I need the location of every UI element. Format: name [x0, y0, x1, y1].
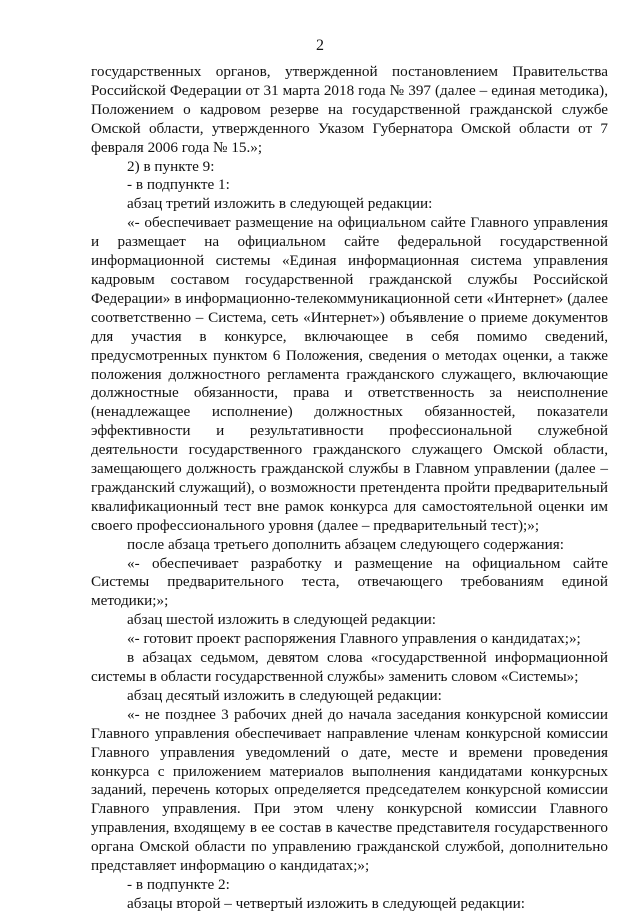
paragraph: «- не позднее 3 рабочих дней до начала заседания конкурсной комиссии Главного управления обеспечивает направление членам конкурсной комиссии Главного управления уведомлений о дате, месте и времени проведения конкурса с приложением материалов выполнения кандидатами конкурсных заданий, перечень которых определяется председателем конкурсной комиссии Главного управления. При этом члену конкурсной комиссии Главного управления, входящему в ее состав в качестве представителя государственного органа Омской области по управлению гражданской службой, дополнительно представляет информацию о кандидатах;»; — [91, 705, 608, 875]
paragraph: абзац десятый изложить в следующей редакции: — [127, 686, 442, 704]
paragraph: абзац третий изложить в следующей редакции: — [127, 195, 433, 213]
paragraph: 2) в пункте 9: — [127, 157, 215, 175]
paragraph: «- обеспечивает размещение на официальном сайте Главного управления и размещает на официальном сайте федеральной государственной информационной системы «Единая информационная система управления кадровым составом государственной гражданской службы Российской Федерации» в информационно-телекоммуникационной сети «Интернет» (далее соответственно – Система, сеть «Интернет») объявление о приеме документов для участия в конкурсе, включающее в себя помимо сведений, предусмотренных пунктом 6 Положения, сведения о методах оценки, а также положения должностного регламента гражданского служащего, включающие должностные обязанности, права и ответственность за неисполнение (ненадлежащее исполнение) должностных обязанностей, показатели эффективности и результативности профессиональной служебной деятельности государственного гражданского служащего Омской области, замещающего должность гражданской службы в Главном управлении (далее – гражданский служащий), о возможности претендента пройти предварительный квалификационный тест вне рамок конкурса для самостоятельной оценки им своего профессионального уровня (далее – предварительный тест);»; — [91, 214, 608, 534]
page-number: 2 — [316, 37, 324, 54]
paragraph: - в подпункте 2: — [127, 875, 230, 893]
paragraph: - в подпункте 1: — [127, 176, 230, 194]
paragraph: в абзацах седьмом, девятом слова «государственной информационной системы в области государственной службы» заменить словом «Системы»; — [91, 649, 608, 685]
paragraph: «- готовит проект распоряжения Главного управления о кандидатах;»; — [127, 630, 581, 648]
paragraph: абзац шестой изложить в следующей редакции: — [127, 611, 436, 629]
paragraph: после абзаца третьего дополнить абзацем следующего содержания: — [127, 535, 564, 553]
paragraph: государственных органов, утвержденной постановлением Правительства Российской Федерации от 31 марта 2018 года № 397 (далее – единая методика), Положением о кадровом резерве на государственной гражданской службе Омской области, утвержденного Указом Губернатора Омской области от 7 февраля 2006 года № 15.»; — [91, 63, 608, 156]
paragraph: абзацы второй – четвертый изложить в следующей редакции: — [127, 894, 526, 912]
paragraph: «- обеспечивает разработку и размещение на официальном сайте Системы предварительного теста, отвечающего требованиям единой методики;»; — [91, 554, 608, 610]
document-body — [91, 63, 608, 914]
